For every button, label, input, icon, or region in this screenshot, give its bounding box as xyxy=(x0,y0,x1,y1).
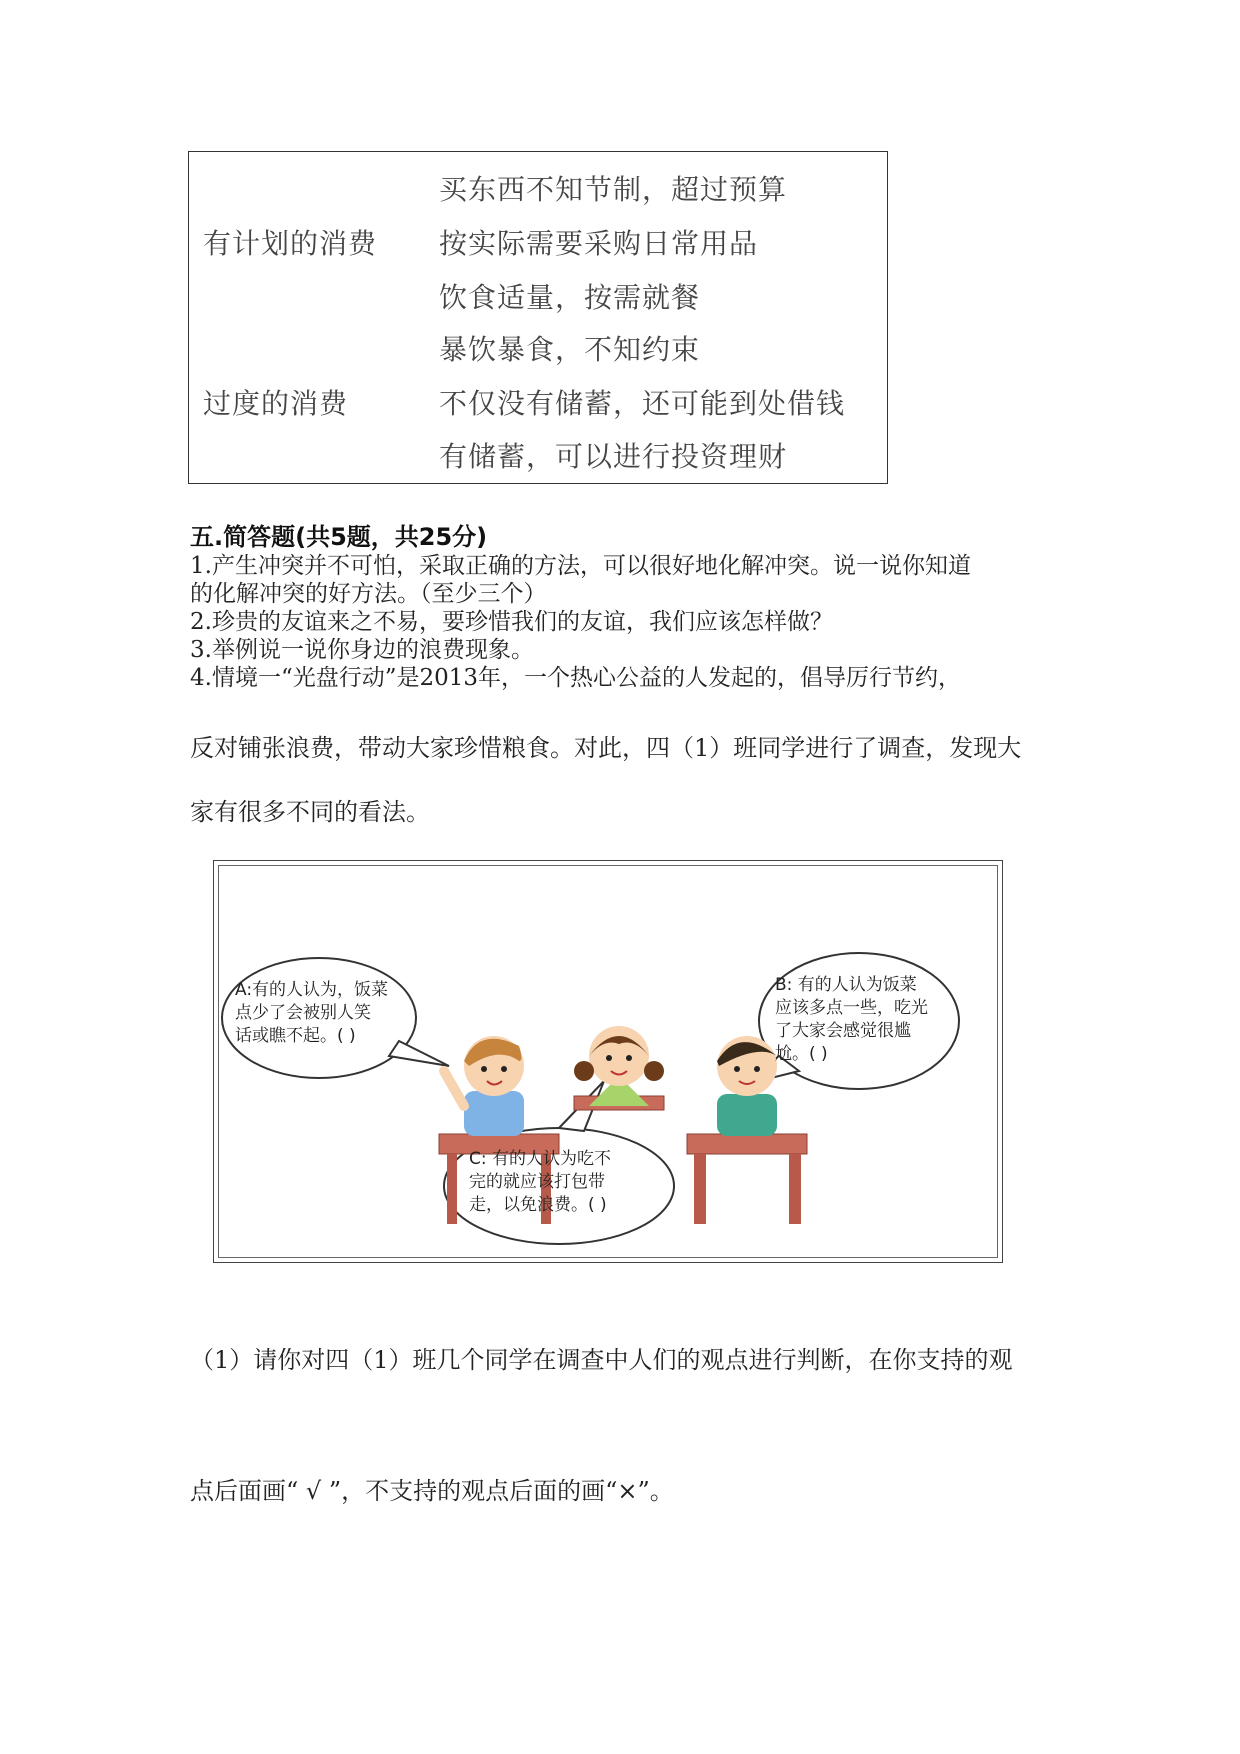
boy-left xyxy=(444,1036,524,1136)
bubble-c-line: C: 有的人认为吃不 xyxy=(469,1149,612,1169)
bubble-c-line: 完的就应该打包带 xyxy=(469,1172,605,1192)
bubble-b-line: 尬。( ) xyxy=(775,1044,828,1064)
illustration-inner-frame xyxy=(218,865,998,1258)
matching-right-item: 暴饮暴食，不知约束 xyxy=(439,333,701,366)
boy-right xyxy=(717,1036,777,1136)
bubble-b-line: 应该多点一些，吃光 xyxy=(775,998,928,1018)
speech-bubble-b-text xyxy=(775,974,928,1066)
matching-right-item: 不仅没有储蓄，还可能到处借钱 xyxy=(439,387,846,420)
bubble-a-line: A:有的人认为，饭菜 xyxy=(235,980,389,1000)
matching-right-item: 买东西不知节制，超过预算 xyxy=(439,173,788,206)
sub-question-line-1: （1）请你对四（1）班几个同学在调查中人们的观点进行判断，在你支持的观 xyxy=(190,1346,1013,1374)
desk-right xyxy=(687,1134,807,1224)
question-1-line-1: 1.产生冲突并不可怕，采取正确的方法，可以很好地化解冲突。说一说你知道 xyxy=(190,553,971,579)
matching-left-item: 有计划的消费 xyxy=(203,227,378,260)
question-1-line-2: 的化解冲突的好方法。（至少三个） xyxy=(190,581,547,607)
bubble-b-line: 了大家会感觉很尴 xyxy=(775,1021,911,1041)
question-4-line-3: 家有很多不同的看法。 xyxy=(190,798,430,826)
speech-bubble-c-text xyxy=(469,1148,611,1217)
question-2: 2.珍贵的友谊来之不易，要珍惜我们的友谊，我们应该怎样做？ xyxy=(190,609,833,635)
matching-right-item: 按实际需要采购日常用品 xyxy=(439,227,759,260)
section-title: 五.简答题(共5题，共25分) xyxy=(190,523,488,551)
classroom-illustration xyxy=(213,860,1003,1263)
bubble-a-line: 点少了会被别人笑 xyxy=(235,1003,371,1023)
bubble-b-line: B: 有的人认为饭菜 xyxy=(775,975,917,995)
speech-bubble-a-text xyxy=(235,979,388,1048)
question-4-line-2: 反对铺张浪费，带动大家珍惜粮食。对此，四（1）班同学进行了调查，发现大 xyxy=(190,734,1022,762)
sub-question-line-2: 点后面画“ √ ”，不支持的观点后面的画“×”。 xyxy=(190,1477,674,1505)
matching-right-item: 饮食适量，按需就餐 xyxy=(439,281,701,314)
girl-middle xyxy=(574,1026,664,1106)
bubble-c-line: 走，以免浪费。( ) xyxy=(469,1195,607,1215)
speech-bubble-a-tail xyxy=(389,1041,449,1066)
matching-table xyxy=(188,151,888,484)
question-3: 3.举例说一说你身边的浪费现象。 xyxy=(190,637,534,663)
matching-left-item: 过度的消费 xyxy=(203,387,349,420)
bubble-a-line: 话或瞧不起。( ) xyxy=(235,1026,356,1046)
question-4-line-1: 4.情境一“光盘行动”是2013年，一个热心公益的人发起的，倡导厉行节约， xyxy=(190,665,961,691)
matching-right-item: 有储蓄，可以进行投资理财 xyxy=(439,440,788,473)
